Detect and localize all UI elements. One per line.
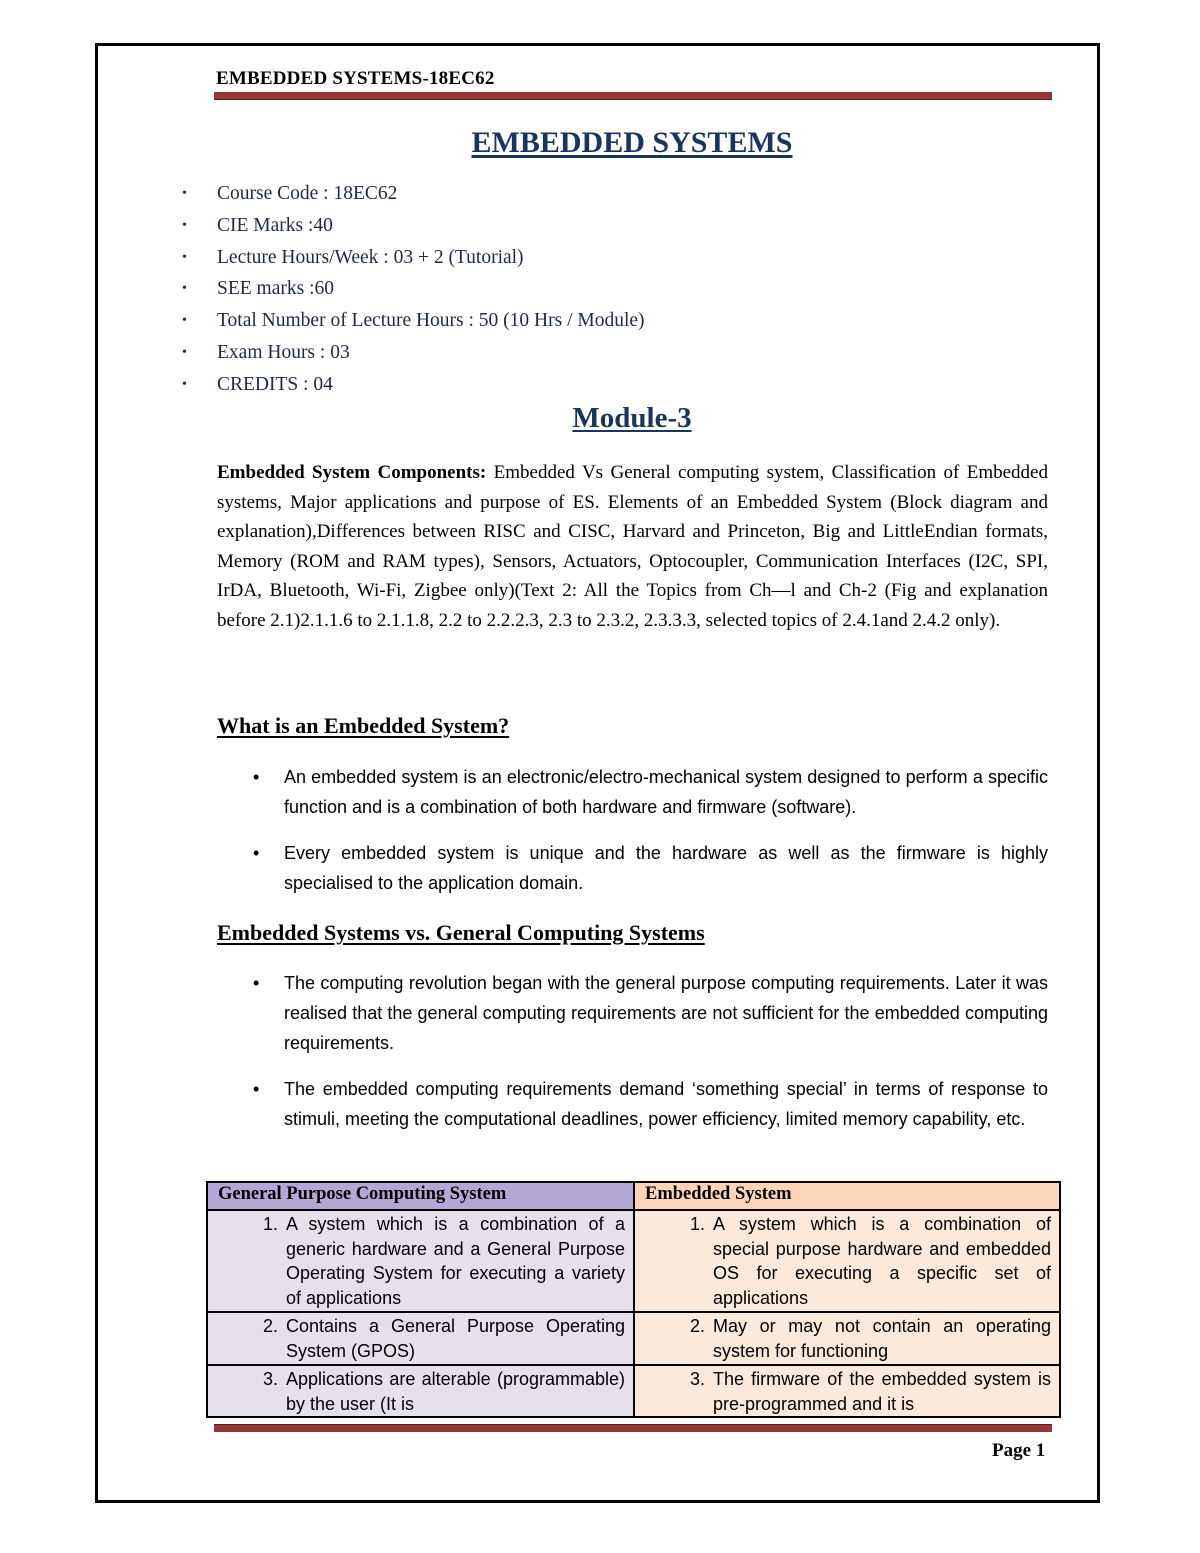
row-number: 1. — [262, 1214, 278, 1234]
running-header: EMBEDDED SYSTEMS-18EC62 — [216, 68, 495, 89]
bullet-icon: • — [253, 1079, 260, 1099]
footer-rule — [214, 1424, 1052, 1432]
document-title: EMBEDDED SYSTEMS — [471, 126, 793, 159]
bullet-icon: • — [253, 973, 260, 993]
module-title: Module-3 — [572, 402, 692, 434]
list-item: • CIE Marks :40 — [180, 210, 645, 242]
what-is-list — [250, 762, 1048, 914]
table-cell: 2. Contains a General Purpose Operating System (GPOS) — [207, 1312, 634, 1365]
table-cell: 1. A system which is a combination of special purpose hardware and embedded OS for executing a specific set of applications — [634, 1210, 1060, 1312]
list-item: • CREDITS : 04 — [180, 369, 645, 401]
bullet-icon: • — [182, 344, 187, 360]
list-item: • Course Code : 18EC62 — [180, 178, 645, 210]
row-number: 3. — [689, 1369, 705, 1389]
column-header-gpcs: General Purpose Computing System — [207, 1182, 634, 1210]
table-cell: 3. The firmware of the embedded system is pre-programmed and it is — [634, 1365, 1060, 1417]
bullet-icon: • — [253, 843, 260, 863]
syllabus-lead: Embedded System Components: — [217, 462, 487, 483]
page-number: Page 1 — [992, 1440, 1046, 1461]
bullet-icon: • — [253, 767, 260, 787]
course-details-list — [180, 178, 645, 401]
row-number: 3. — [262, 1369, 278, 1389]
syllabus-body: Embedded Vs General computing system, Classification of Embedded systems, Major applications and purpose of ES. Elements of an Embedded System (Block diagram and explanation),Differences between RISC and CISC, Harvard and Princeton, Big and LittleEndian formats, Memory (ROM and RAM types), Sensors, Actuators, Optocoupler, Communication Interfaces (I2C, SPI, IrDA, Bluetooth, Wi-Fi, Zigbee only)(Text 2: All the Topics from Ch—l and Ch-2 (Fig and explanation before 2.1)2.1.1.6 to 2.1.1.8, 2.2 to 2.2.2.3, 2.3 to 2.3.2, 2.3.3.3, selected topics of 2.4.1and 2.4.2 only). — [217, 462, 1048, 631]
list-item: • An embedded system is an electronic/electro-mechanical system designed to perform a specific function and is a combination of both hardware and firmware (software). — [250, 762, 1048, 822]
bullet-icon: • — [182, 186, 187, 201]
table-row — [207, 1365, 1060, 1417]
table-cell: 2. May or may not contain an operating system for functioning — [634, 1312, 1060, 1365]
list-item: • Lecture Hours/Week : 03 + 2 (Tutorial) — [180, 242, 645, 274]
comparison-table — [206, 1181, 1061, 1418]
column-header-embedded: Embedded System — [634, 1182, 1060, 1210]
bullet-icon: • — [182, 376, 187, 392]
list-item: • SEE marks :60 — [180, 273, 645, 305]
comparison-intro-list — [250, 968, 1048, 1150]
syllabus-paragraph — [217, 458, 1048, 635]
header-rule — [214, 92, 1052, 100]
row-number: 2. — [262, 1316, 278, 1336]
list-item: • The computing revolution began with the general purpose computing requirements. Later it was realised that the general computing requirements are not sufficient for the embedded computing requirements. — [250, 968, 1048, 1058]
bullet-icon: • — [182, 281, 187, 297]
bullet-icon: • — [182, 217, 187, 233]
table-cell: 3. Applications are alterable (programmable) by the user (It is — [207, 1365, 634, 1417]
section-heading-comparison: Embedded Systems vs. General Computing Systems — [217, 920, 705, 945]
list-item: • Every embedded system is unique and the hardware as well as the firmware is highly specialised to the application domain. — [250, 838, 1048, 898]
list-item: • Exam Hours : 03 — [180, 337, 645, 369]
table-row — [207, 1210, 1060, 1312]
table-cell: 1. A system which is a combination of a generic hardware and a General Purpose Operating System for executing a variety of applications — [207, 1210, 634, 1312]
list-item: • The embedded computing requirements demand ‘something special’ in terms of response to stimuli, meeting the computational deadlines, power efficiency, limited memory capability, etc. — [250, 1074, 1048, 1134]
list-item: • Total Number of Lecture Hours : 50 (10 Hrs / Module) — [180, 305, 645, 337]
row-number: 2. — [689, 1316, 705, 1336]
table-header-row — [207, 1182, 1060, 1210]
section-heading-what-is: What is an Embedded System? — [217, 713, 510, 738]
bullet-icon: • — [182, 249, 187, 265]
bullet-icon: • — [182, 313, 187, 329]
table-row — [207, 1312, 1060, 1365]
row-number: 1. — [689, 1214, 705, 1234]
